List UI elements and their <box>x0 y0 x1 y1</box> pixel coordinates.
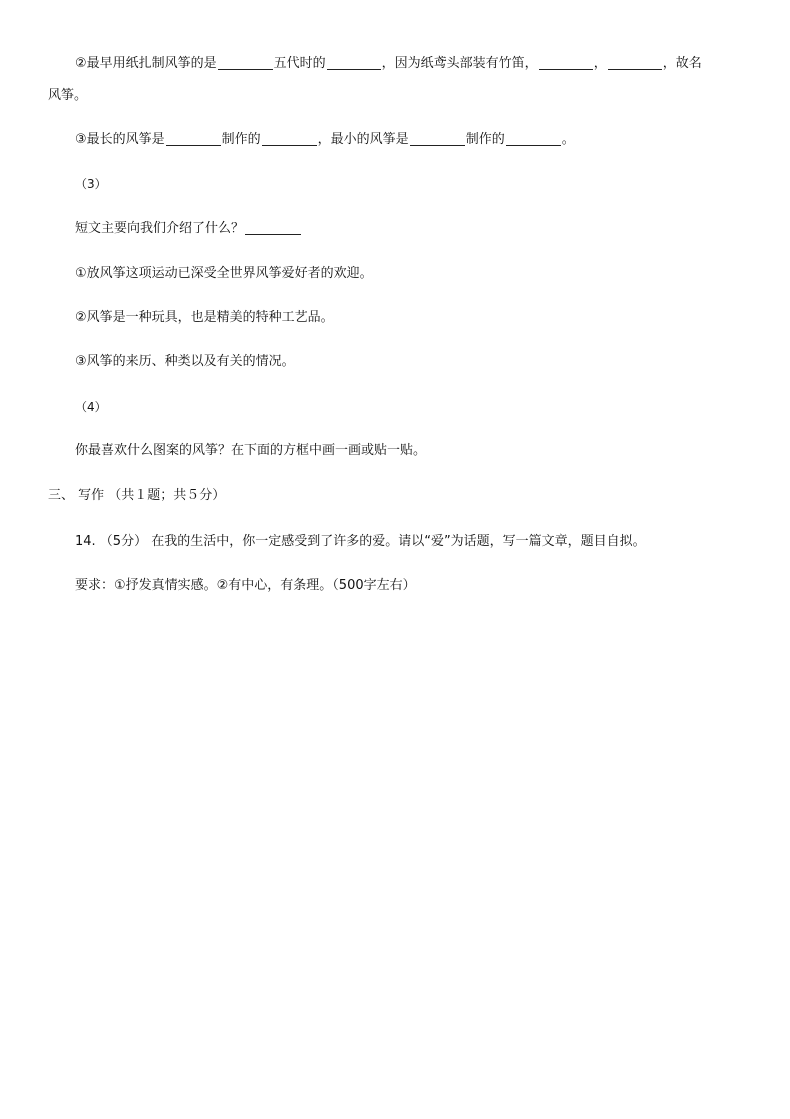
question-3-line <box>75 131 575 149</box>
question-2-text-c: ，因为纸鸢头部装有竹笛， <box>381 56 538 71</box>
question-14-prompt: 14. （5分） 在我的生活中，你一定感受到了许多的爱。请以“爱”为话题，写一篇文章，题目自拟。 <box>75 534 646 549</box>
answer-blank[interactable] <box>506 131 561 146</box>
answer-blank[interactable] <box>327 55 381 70</box>
answer-blank[interactable] <box>166 131 221 146</box>
sub-question-3-number: （3） <box>75 177 107 191</box>
question-3-text-c: ，最小的风筝是 <box>317 132 409 147</box>
answer-blank[interactable] <box>410 131 465 146</box>
question-2-text-a: ②最早用纸扎制风筝的是 <box>75 56 217 71</box>
answer-blank[interactable] <box>218 55 273 70</box>
sub-question-3-prompt <box>75 220 302 238</box>
question-3-text-b: 制作的 <box>221 132 261 147</box>
question-3-text-e: 。 <box>561 132 575 147</box>
section-3-heading: 三、 写作 （共１题；共５分） <box>48 488 226 503</box>
answer-blank[interactable] <box>539 55 593 70</box>
question-2-text-e: ，故名 <box>662 56 702 71</box>
question-2-text-d: ， <box>593 56 607 71</box>
answer-blank[interactable] <box>262 131 317 146</box>
question-2-text-b: 五代时的 <box>273 56 326 71</box>
sub-question-3-text: 短文主要向我们介绍了什么？ <box>75 221 245 236</box>
answer-blank[interactable] <box>245 220 301 235</box>
option-2: ②风筝是一种玩具，也是精美的特种工艺品。 <box>75 310 334 325</box>
option-3: ③风筝的来历、种类以及有关的情况。 <box>75 354 295 369</box>
question-3-text-d: 制作的 <box>465 132 505 147</box>
question-14-requirement: 要求：①抒发真情实感。②有中心，有条理。（500字左右） <box>75 578 416 593</box>
answer-blank[interactable] <box>608 55 662 70</box>
question-2-line <box>75 55 702 73</box>
option-1: ①放风筝这项运动已深受全世界风筝爱好者的欢迎。 <box>75 266 373 281</box>
sub-question-4-number: （4） <box>75 400 107 414</box>
question-2-continuation: 风筝。 <box>48 88 88 103</box>
question-3-text-a: ③最长的风筝是 <box>75 132 165 147</box>
sub-question-4-prompt: 你最喜欢什么图案的风筝？在下面的方框中画一画或贴一贴。 <box>75 443 427 458</box>
